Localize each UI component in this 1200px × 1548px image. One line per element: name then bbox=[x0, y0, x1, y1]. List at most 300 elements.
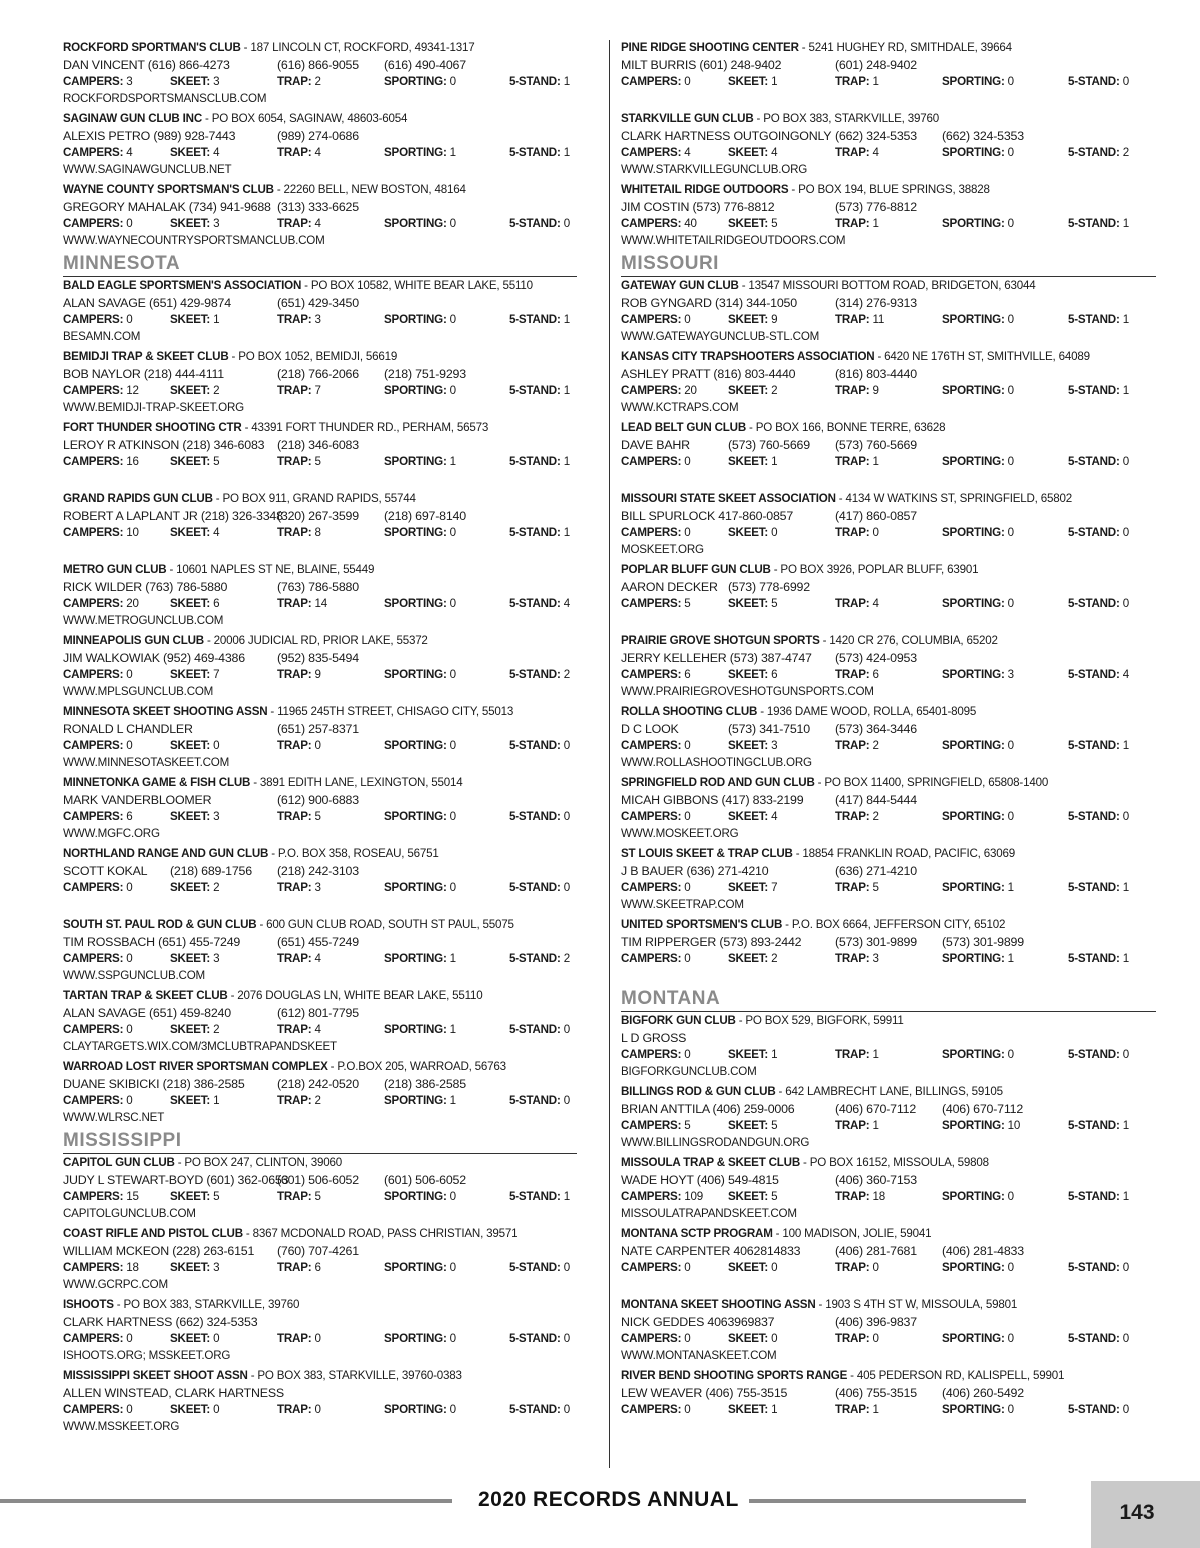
contact-name: ASHLEY PRATT (816) 803-4440 bbox=[621, 367, 796, 381]
trap-label: TRAP: bbox=[835, 1048, 870, 1061]
contact-name: MARK VANDERBLOOMER bbox=[63, 793, 212, 807]
sporting-value: 0 bbox=[449, 384, 456, 397]
fivestand-stat bbox=[1068, 145, 1129, 161]
campers-label: CAMPERS: bbox=[621, 1261, 682, 1274]
skeet-label: SKEET: bbox=[728, 1261, 769, 1274]
skeet-label: SKEET: bbox=[170, 1023, 211, 1036]
club-website: MOSKEET.ORG bbox=[621, 543, 704, 556]
trap-value: 7 bbox=[314, 384, 321, 397]
fivestand-value: 0 bbox=[1122, 1048, 1129, 1061]
club-address: - 1936 DAME WOOD, ROLLA, 65401-8095 bbox=[757, 705, 977, 718]
fivestand-value: 0 bbox=[1122, 455, 1129, 468]
contact-name: NATE CARPENTER 4062814833 bbox=[621, 1244, 801, 1258]
trap-stat bbox=[277, 1093, 321, 1109]
campers-label: CAMPERS: bbox=[63, 526, 124, 539]
sporting-stat bbox=[384, 596, 456, 612]
fivestand-value: 0 bbox=[563, 881, 570, 894]
club-name: BILLINGS ROD & GUN CLUB bbox=[621, 1085, 776, 1098]
campers-label: CAMPERS: bbox=[63, 739, 124, 752]
sporting-label: SPORTING: bbox=[942, 1261, 1005, 1274]
campers-label: CAMPERS: bbox=[63, 952, 124, 965]
club-name: MISSOULA TRAP & SKEET CLUB bbox=[621, 1156, 801, 1169]
trap-stat bbox=[277, 951, 321, 967]
skeet-stat bbox=[728, 951, 777, 967]
club-title-line bbox=[63, 1155, 342, 1171]
sporting-value: 1 bbox=[449, 146, 456, 159]
skeet-value: 2 bbox=[213, 1023, 220, 1036]
fivestand-stat bbox=[509, 145, 570, 161]
skeet-label: SKEET: bbox=[170, 384, 211, 397]
skeet-value: 3 bbox=[213, 810, 220, 823]
contact-line bbox=[63, 1385, 583, 1401]
trap-stat bbox=[277, 738, 321, 754]
fivestand-stat bbox=[509, 216, 570, 232]
sporting-value: 0 bbox=[1007, 739, 1014, 752]
sporting-value: 0 bbox=[449, 526, 456, 539]
campers-stat bbox=[621, 809, 691, 825]
trap-value: 1 bbox=[872, 455, 879, 468]
skeet-label: SKEET: bbox=[728, 217, 769, 230]
skeet-stat bbox=[170, 216, 219, 232]
trap-stat bbox=[277, 383, 321, 399]
sporting-label: SPORTING: bbox=[384, 146, 447, 159]
trap-stat bbox=[277, 312, 321, 328]
club-address: - PO BOX 383, STARKVILLE, 39760-0383 bbox=[247, 1369, 462, 1382]
trap-value: 2 bbox=[314, 75, 321, 88]
trap-label: TRAP: bbox=[835, 1190, 870, 1203]
trap-stat bbox=[835, 667, 879, 683]
fivestand-stat bbox=[1068, 525, 1129, 541]
club-title-line bbox=[63, 917, 514, 933]
sporting-label: SPORTING: bbox=[384, 455, 447, 468]
campers-value: 0 bbox=[126, 739, 133, 752]
state-heading: MISSOURI bbox=[621, 252, 1156, 277]
sporting-stat bbox=[942, 809, 1014, 825]
contact-line bbox=[63, 1005, 583, 1021]
sporting-value: 0 bbox=[449, 739, 456, 752]
skeet-value: 1 bbox=[771, 1048, 778, 1061]
fivestand-label: 5-STAND: bbox=[1068, 1332, 1120, 1345]
phone-2: (760) 707-4261 bbox=[277, 1244, 359, 1258]
phone-2: (952) 835-5494 bbox=[277, 651, 359, 665]
club-entry bbox=[63, 1155, 577, 1226]
skeet-stat bbox=[170, 1260, 219, 1276]
campers-label: CAMPERS: bbox=[621, 597, 682, 610]
campers-value: 10 bbox=[126, 526, 139, 539]
club-website: WWW.KCTRAPS.COM bbox=[621, 401, 739, 414]
phone-3: (573) 301-9899 bbox=[942, 935, 1024, 949]
phone-2: (406) 755-3515 bbox=[835, 1386, 917, 1400]
sporting-stat bbox=[942, 74, 1014, 90]
fivestand-stat bbox=[509, 525, 570, 541]
club-entry bbox=[621, 1368, 1156, 1439]
fivestand-label: 5-STAND: bbox=[509, 1094, 561, 1107]
sporting-label: SPORTING: bbox=[942, 1332, 1005, 1345]
sporting-value: 1 bbox=[449, 952, 456, 965]
fivestand-value: 0 bbox=[563, 217, 570, 230]
skeet-value: 5 bbox=[771, 597, 778, 610]
skeet-value: 3 bbox=[213, 75, 220, 88]
campers-label: CAMPERS: bbox=[63, 668, 124, 681]
contact-line bbox=[63, 1314, 583, 1330]
fivestand-label: 5-STAND: bbox=[509, 384, 561, 397]
club-entry bbox=[63, 1059, 577, 1130]
campers-label: CAMPERS: bbox=[63, 146, 124, 159]
trap-stat bbox=[835, 383, 879, 399]
skeet-label: SKEET: bbox=[728, 1403, 769, 1416]
fivestand-stat bbox=[509, 454, 570, 470]
contact-line bbox=[621, 128, 1141, 144]
phone-2: (573) 760-5669 bbox=[835, 438, 917, 452]
campers-value: 6 bbox=[684, 668, 691, 681]
club-title-line bbox=[63, 182, 466, 198]
club-title-line bbox=[63, 420, 488, 436]
club-address: - 43391 FORT THUNDER RD., PERHAM, 56573 bbox=[241, 421, 489, 434]
club-entry bbox=[621, 562, 1156, 633]
contact-name: TIM ROSSBACH (651) 455-7249 bbox=[63, 935, 241, 949]
skeet-value: 5 bbox=[213, 455, 220, 468]
club-title-line bbox=[63, 491, 416, 507]
skeet-value: 5 bbox=[771, 217, 778, 230]
club-name: LEAD BELT GUN CLUB bbox=[621, 421, 746, 434]
skeet-value: 2 bbox=[771, 952, 778, 965]
contact-line bbox=[621, 1243, 1141, 1259]
fivestand-stat bbox=[509, 738, 570, 754]
sporting-stat bbox=[384, 454, 456, 470]
skeet-value: 0 bbox=[213, 1332, 220, 1345]
sporting-label: SPORTING: bbox=[942, 526, 1005, 539]
trap-value: 3 bbox=[314, 881, 321, 894]
contact-line bbox=[63, 295, 583, 311]
state-heading: MINNESOTA bbox=[63, 252, 577, 277]
fivestand-stat bbox=[509, 596, 570, 612]
campers-stat bbox=[621, 454, 691, 470]
campers-label: CAMPERS: bbox=[63, 313, 124, 326]
trap-value: 4 bbox=[872, 597, 879, 610]
club-name: STARKVILLE GUN CLUB bbox=[621, 112, 754, 125]
right-column bbox=[621, 40, 1156, 1439]
sporting-value: 1 bbox=[449, 1023, 456, 1036]
sporting-stat bbox=[942, 1118, 1020, 1134]
campers-value: 6 bbox=[126, 810, 133, 823]
skeet-stat bbox=[728, 216, 777, 232]
phone-2: (573) 424-0953 bbox=[835, 651, 917, 665]
trap-label: TRAP: bbox=[835, 526, 870, 539]
club-title-line bbox=[63, 775, 463, 791]
skeet-stat bbox=[170, 1093, 219, 1109]
contact-name: ALAN SAVAGE (651) 429-9874 bbox=[63, 296, 231, 310]
club-address: - PO BOX 10582, WHITE BEAR LAKE, 55110 bbox=[301, 279, 533, 292]
trap-label: TRAP: bbox=[835, 75, 870, 88]
fivestand-value: 1 bbox=[563, 384, 570, 397]
sporting-stat bbox=[942, 216, 1014, 232]
campers-stat bbox=[63, 525, 139, 541]
fivestand-value: 1 bbox=[563, 1190, 570, 1203]
campers-value: 0 bbox=[684, 952, 691, 965]
contact-line bbox=[621, 934, 1141, 950]
club-title-line bbox=[621, 1368, 1064, 1384]
sporting-label: SPORTING: bbox=[942, 1119, 1005, 1132]
club-title-line bbox=[63, 40, 475, 56]
trap-label: TRAP: bbox=[277, 384, 312, 397]
contact-line bbox=[63, 792, 583, 808]
club-name: PINE RIDGE SHOOTING CENTER bbox=[621, 41, 799, 54]
sporting-value: 1 bbox=[1007, 952, 1014, 965]
fivestand-value: 2 bbox=[563, 668, 570, 681]
fivestand-label: 5-STAND: bbox=[1068, 881, 1120, 894]
trap-label: TRAP: bbox=[835, 313, 870, 326]
skeet-label: SKEET: bbox=[170, 75, 211, 88]
club-website: WWW.SSPGUNCLUB.COM bbox=[63, 969, 205, 982]
skeet-stat bbox=[728, 145, 777, 161]
club-title-line bbox=[63, 111, 407, 127]
trap-value: 8 bbox=[314, 526, 321, 539]
club-title-line bbox=[621, 491, 1072, 507]
skeet-label: SKEET: bbox=[170, 739, 211, 752]
skeet-stat bbox=[728, 454, 777, 470]
trap-value: 2 bbox=[872, 810, 879, 823]
sporting-label: SPORTING: bbox=[384, 739, 447, 752]
trap-label: TRAP: bbox=[277, 1332, 312, 1345]
club-title-line bbox=[621, 846, 1015, 862]
contact-line bbox=[63, 579, 583, 595]
campers-stat bbox=[63, 312, 133, 328]
club-title-line bbox=[63, 1297, 299, 1313]
contact-name: L D GROSS bbox=[621, 1031, 687, 1045]
skeet-label: SKEET: bbox=[728, 1332, 769, 1345]
contact-name: JIM WALKOWIAK (952) 469-4386 bbox=[63, 651, 245, 665]
sporting-stat bbox=[384, 216, 456, 232]
phone-2: (406) 360-7153 bbox=[835, 1173, 917, 1187]
skeet-value: 3 bbox=[213, 952, 220, 965]
trap-stat bbox=[835, 1331, 879, 1347]
skeet-value: 6 bbox=[213, 597, 220, 610]
campers-label: CAMPERS: bbox=[63, 1403, 124, 1416]
skeet-value: 2 bbox=[771, 384, 778, 397]
club-website: WWW.SAGINAWGUNCLUB.NET bbox=[63, 163, 232, 176]
club-website: WWW.MPLSGUNCLUB.COM bbox=[63, 685, 214, 698]
trap-label: TRAP: bbox=[835, 384, 870, 397]
club-address: - 5241 HUGHEY RD, SMITHDALE, 39664 bbox=[798, 41, 1012, 54]
skeet-stat bbox=[728, 1260, 777, 1276]
trap-label: TRAP: bbox=[277, 1261, 312, 1274]
skeet-value: 7 bbox=[771, 881, 778, 894]
skeet-value: 0 bbox=[771, 1332, 778, 1345]
sporting-stat bbox=[942, 1189, 1014, 1205]
trap-label: TRAP: bbox=[277, 668, 312, 681]
trap-label: TRAP: bbox=[277, 881, 312, 894]
fivestand-value: 1 bbox=[563, 146, 570, 159]
club-name: UNITED SPORTSMEN'S CLUB bbox=[621, 918, 783, 931]
footer-rule-right bbox=[749, 1499, 1026, 1503]
club-address: - PO BOX 3926, POPLAR BLUFF, 63901 bbox=[770, 563, 979, 576]
campers-stat bbox=[63, 383, 139, 399]
sporting-value: 0 bbox=[1007, 1403, 1014, 1416]
club-entry bbox=[621, 491, 1156, 562]
club-name: BIGFORK GUN CLUB bbox=[621, 1014, 736, 1027]
campers-label: CAMPERS: bbox=[621, 146, 682, 159]
trap-stat bbox=[277, 880, 321, 896]
sporting-value: 3 bbox=[1007, 668, 1014, 681]
sporting-label: SPORTING: bbox=[384, 597, 447, 610]
club-name: MISSOURI STATE SKEET ASSOCIATION bbox=[621, 492, 836, 505]
fivestand-label: 5-STAND: bbox=[509, 526, 561, 539]
campers-stat bbox=[63, 1093, 133, 1109]
club-website: WWW.ROLLASHOOTINGCLUB.ORG bbox=[621, 756, 812, 769]
trap-stat bbox=[277, 667, 321, 683]
skeet-value: 1 bbox=[771, 75, 778, 88]
fivestand-stat bbox=[509, 1402, 570, 1418]
club-title-line bbox=[621, 420, 945, 436]
fivestand-label: 5-STAND: bbox=[1068, 1190, 1120, 1203]
club-entry bbox=[621, 846, 1156, 917]
fivestand-label: 5-STAND: bbox=[509, 217, 561, 230]
trap-label: TRAP: bbox=[277, 739, 312, 752]
skeet-label: SKEET: bbox=[728, 881, 769, 894]
club-address: - PO BOX 529, BIGFORK, 59911 bbox=[735, 1014, 904, 1027]
club-entry bbox=[621, 420, 1156, 491]
trap-value: 0 bbox=[872, 1332, 879, 1345]
sporting-value: 0 bbox=[1007, 455, 1014, 468]
contact-name: WADE HOYT (406) 549-4815 bbox=[621, 1173, 779, 1187]
club-address: - PO BOX 166, BONNE TERRE, 63628 bbox=[746, 421, 946, 434]
fivestand-label: 5-STAND: bbox=[1068, 952, 1120, 965]
sporting-label: SPORTING: bbox=[942, 952, 1005, 965]
campers-label: CAMPERS: bbox=[621, 1119, 682, 1132]
campers-value: 0 bbox=[684, 455, 691, 468]
fivestand-value: 0 bbox=[1122, 526, 1129, 539]
sporting-stat bbox=[384, 1022, 456, 1038]
campers-stat bbox=[621, 145, 691, 161]
skeet-stat bbox=[170, 738, 219, 754]
sporting-value: 0 bbox=[449, 217, 456, 230]
contact-line bbox=[621, 295, 1141, 311]
club-website: ROCKFORDSPORTSMANSCLUB.COM bbox=[63, 92, 267, 105]
sporting-label: SPORTING: bbox=[942, 1403, 1005, 1416]
club-website: WWW.WAYNECOUNTRYSPORTSMANCLUB.COM bbox=[63, 234, 325, 247]
trap-stat bbox=[835, 74, 879, 90]
club-address: - 4134 W WATKINS ST, SPRINGFIELD, 65802 bbox=[835, 492, 1072, 505]
sporting-value: 0 bbox=[1007, 217, 1014, 230]
trap-stat bbox=[835, 596, 879, 612]
trap-label: TRAP: bbox=[835, 881, 870, 894]
phone-3: (218) 697-8140 bbox=[384, 509, 466, 523]
fivestand-stat bbox=[1068, 216, 1129, 232]
trap-label: TRAP: bbox=[277, 455, 312, 468]
skeet-label: SKEET: bbox=[728, 75, 769, 88]
campers-label: CAMPERS: bbox=[621, 739, 682, 752]
contact-name: CLARK HARTNESS OUTGOINGONLY bbox=[621, 129, 832, 143]
campers-label: CAMPERS: bbox=[621, 217, 682, 230]
skeet-stat bbox=[728, 383, 777, 399]
skeet-label: SKEET: bbox=[728, 313, 769, 326]
club-entry bbox=[621, 917, 1156, 988]
campers-value: 0 bbox=[684, 1332, 691, 1345]
campers-label: CAMPERS: bbox=[63, 75, 124, 88]
sporting-stat bbox=[384, 738, 456, 754]
fivestand-stat bbox=[1068, 312, 1129, 328]
fivestand-value: 1 bbox=[1122, 952, 1129, 965]
club-address: - 1420 CR 276, COLUMBIA, 65202 bbox=[819, 634, 998, 647]
campers-label: CAMPERS: bbox=[621, 526, 682, 539]
campers-value: 4 bbox=[126, 146, 133, 159]
club-entry bbox=[621, 111, 1156, 182]
trap-value: 1 bbox=[872, 1403, 879, 1416]
campers-stat bbox=[621, 1047, 691, 1063]
campers-label: CAMPERS: bbox=[621, 313, 682, 326]
skeet-value: 1 bbox=[213, 313, 220, 326]
club-entry bbox=[63, 278, 577, 349]
skeet-stat bbox=[728, 1402, 777, 1418]
club-name: MONTANA SCTP PROGRAM bbox=[621, 1227, 773, 1240]
club-website: BESAMN.COM bbox=[63, 330, 141, 343]
contact-line bbox=[621, 1172, 1141, 1188]
phone-2: (636) 271-4210 bbox=[835, 864, 917, 878]
club-address: - 600 GUN CLUB ROAD, SOUTH ST PAUL, 55075 bbox=[256, 918, 514, 931]
fivestand-stat bbox=[509, 383, 570, 399]
skeet-stat bbox=[728, 667, 777, 683]
fivestand-value: 0 bbox=[1122, 597, 1129, 610]
skeet-stat bbox=[170, 145, 219, 161]
campers-value: 0 bbox=[126, 1403, 133, 1416]
skeet-value: 5 bbox=[771, 1119, 778, 1132]
sporting-stat bbox=[942, 1260, 1014, 1276]
contact-name: DUANE SKIBICKI (218) 386-2585 bbox=[63, 1077, 245, 1091]
phone-2: (989) 274-0686 bbox=[277, 129, 359, 143]
club-name: CAPITOL GUN CLUB bbox=[63, 1156, 175, 1169]
sporting-stat bbox=[942, 596, 1014, 612]
trap-label: TRAP: bbox=[835, 1261, 870, 1274]
fivestand-label: 5-STAND: bbox=[509, 597, 561, 610]
contact-name: RONALD L CHANDLER bbox=[63, 722, 193, 736]
campers-label: CAMPERS: bbox=[621, 1403, 682, 1416]
fivestand-stat bbox=[1068, 1047, 1129, 1063]
phone-2: (612) 900-6883 bbox=[277, 793, 359, 807]
club-website: CLAYTARGETS.WIX.COM/3MCLUBTRAPANDSKEET bbox=[63, 1040, 337, 1053]
sporting-value: 0 bbox=[449, 313, 456, 326]
campers-value: 0 bbox=[126, 1094, 133, 1107]
skeet-label: SKEET: bbox=[728, 1190, 769, 1203]
sporting-value: 0 bbox=[1007, 597, 1014, 610]
trap-stat bbox=[277, 809, 321, 825]
phone-1: (573) 778-6992 bbox=[728, 580, 810, 594]
club-entry bbox=[63, 182, 577, 253]
phone-2: (573) 301-9899 bbox=[835, 935, 917, 949]
club-address: - PO BOX 383, STARKVILLE, 39760 bbox=[113, 1298, 300, 1311]
skeet-label: SKEET: bbox=[170, 1403, 211, 1416]
phone-2: (313) 333-6625 bbox=[277, 200, 359, 214]
campers-stat bbox=[63, 880, 133, 896]
contact-line bbox=[63, 721, 583, 737]
club-address: - PO BOX 16152, MISSOULA, 59808 bbox=[800, 1156, 989, 1169]
campers-label: CAMPERS: bbox=[63, 1190, 124, 1203]
contact-name: BRIAN ANTTILA (406) 259-0006 bbox=[621, 1102, 795, 1116]
club-name: KANSAS CITY TRAPSHOOTERS ASSOCIATION bbox=[621, 350, 875, 363]
sporting-label: SPORTING: bbox=[384, 1023, 447, 1036]
phone-2: (417) 860-0857 bbox=[835, 509, 917, 523]
phone-1: (573) 341-7510 bbox=[728, 722, 810, 736]
club-name: ISHOOTS bbox=[63, 1298, 114, 1311]
club-address: - 20006 JUDICIAL RD, PRIOR LAKE, 55372 bbox=[203, 634, 428, 647]
club-entry bbox=[621, 1226, 1156, 1297]
club-entry bbox=[63, 704, 577, 775]
sporting-value: 0 bbox=[1007, 810, 1014, 823]
club-website: WWW.GCRPC.COM bbox=[63, 1278, 168, 1291]
campers-stat bbox=[63, 1189, 139, 1205]
campers-value: 5 bbox=[684, 1119, 691, 1132]
phone-2: (612) 801-7795 bbox=[277, 1006, 359, 1020]
fivestand-stat bbox=[1068, 1402, 1129, 1418]
